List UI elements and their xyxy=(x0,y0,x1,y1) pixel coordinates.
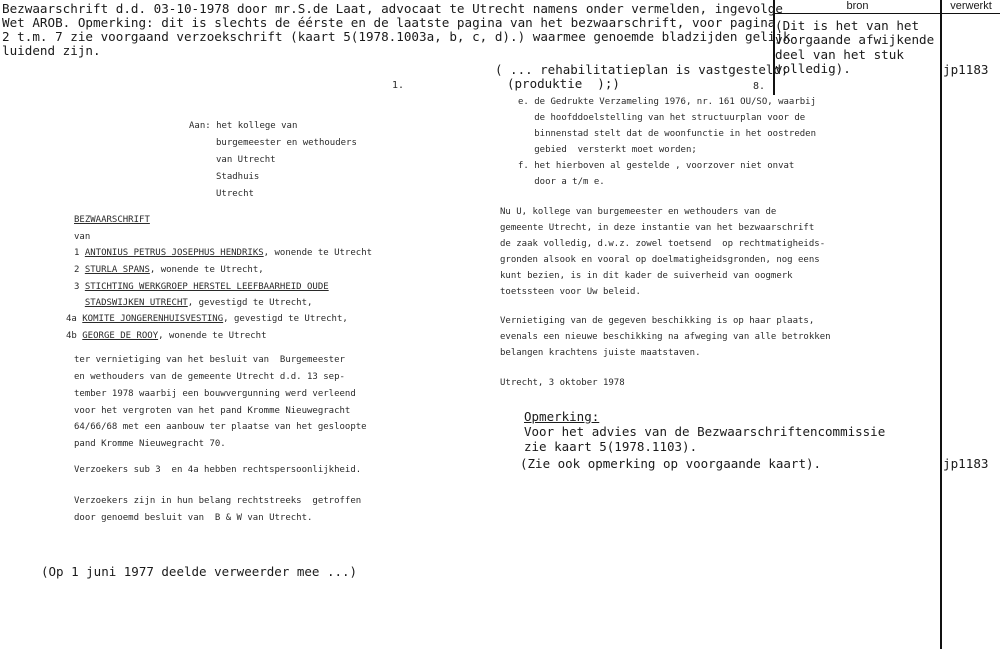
para1-line-4: gronden alsook en vooral op doelmatigheidsgronden, nog eens xyxy=(500,255,820,265)
verwerkt-column-divider xyxy=(940,0,942,649)
header-line-3: 2 t.m. 7 zie voorgaand verzoekschrift (kaart 5(1978.1003a, b, c, d).) waarmee genoemde bladzijden gelijk- xyxy=(2,29,799,44)
party-name: ANTONIUS PETRUS JOSEPHUS HENDRIKS xyxy=(84,248,264,258)
body1-line-3: tember 1978 waarbij een bouwvergunning werd verleend xyxy=(74,389,356,399)
bron-note-line-2: voorgaande afwijkende xyxy=(775,32,935,47)
party-name: GEORGE DE ROOY xyxy=(82,331,159,341)
address-line-1: Aan: het kollege van xyxy=(189,121,298,131)
page8-top-line-2: (produktie );) xyxy=(507,76,620,91)
para1-line-3: de zaak volledig, d.w.z. zowel toetsend op rechtmatigheids- xyxy=(500,239,826,249)
party-4a xyxy=(66,311,348,328)
signature-date: Utrecht, 3 oktober 1978 xyxy=(500,378,625,388)
verwerkt-entry-1: jp1183 xyxy=(943,62,989,77)
body2-line: Verzoekers sub 3 en 4a hebben rechtspersoonlijkheid. xyxy=(74,465,362,475)
page1-bottom-note: (Op 1 juni 1977 deelde verweerder mee ...) xyxy=(41,564,358,579)
para2-line-3: belangen krachtens juiste maatstaven. xyxy=(500,348,701,358)
party-number: 4a xyxy=(66,314,77,324)
body1-line-1: ter vernietiging van het besluit van Burgemeester xyxy=(74,355,345,365)
list-line-5: f. het hierboven al gestelde , voorzover niet onvat xyxy=(518,161,795,171)
note-line-3: (Zie ook opmerking op voorgaande kaart). xyxy=(520,456,822,471)
party-name: KOMITE JONGERENHUISVESTING xyxy=(82,314,224,324)
list-line-1: e. de Gedrukte Verzameling 1976, nr. 161 OU/SO, waarbij xyxy=(518,97,817,107)
party-3-continued xyxy=(74,295,312,312)
party-number: 4b xyxy=(66,331,77,341)
party-detail: , wonende te Utrecht xyxy=(263,248,373,258)
party-4b xyxy=(66,328,267,345)
party-number: 3 xyxy=(74,282,80,292)
page8-top-line-1: ( ... rehabilitatieplan is vastgesteld; xyxy=(495,62,789,77)
para1-line-5: kunt bezien, is in dit kader de suiverheid van oogmerk xyxy=(500,271,793,281)
body1-line-5: 64/66/68 met een aanbouw ter plaatse van het gesloopte xyxy=(74,422,367,432)
party-number: 1 xyxy=(74,248,80,258)
address-line-2: burgemeester en wethouders xyxy=(216,138,357,148)
party-name: STURLA SPANS xyxy=(84,265,150,275)
list-line-3: binnenstad stelt dat de woonfunctie in het oostreden xyxy=(518,129,817,139)
party-name: STICHTING WERKGROEP HERSTEL LEEFBAARHEID OUDE xyxy=(84,282,329,292)
document-title: BEZWAARSCHRIFT xyxy=(74,215,150,225)
party-number: 2 xyxy=(74,265,80,275)
van-label: van xyxy=(74,232,91,242)
para1-line-6: toetssteen voor Uw beleid. xyxy=(500,287,641,297)
body1-line-2: en wethouders van de gemeente Utrecht d.d. 13 sep- xyxy=(74,372,345,382)
address-line-4: Stadhuis xyxy=(216,172,260,182)
party-2 xyxy=(74,262,264,279)
list-line-4: gebied versterkt moet worden; xyxy=(518,145,697,155)
para1-line-2: gemeente Utrecht, in deze instantie van het bezwaarschrift xyxy=(500,223,815,233)
note-title: Opmerking: xyxy=(524,409,600,424)
party-detail: , wonende te Utrecht xyxy=(158,331,267,341)
bron-header: bron xyxy=(775,0,940,14)
bron-note-line-3: deel van het stuk xyxy=(775,47,904,62)
header-line-2: Wet AROB. Opmerking: dit is slechts de éérste en de laatste pagina van het bezwaarschrift, voor pagina xyxy=(2,15,776,30)
party-detail: , gevestigd te Utrecht, xyxy=(187,298,313,308)
party-name: STADSWIJKEN UTRECHT xyxy=(84,298,188,308)
note-line-1: Voor het advies van de Bezwaarschriftencommissie xyxy=(524,424,886,439)
para1-line-1: Nu U, kollege van burgemeester en wethouders van de xyxy=(500,207,777,217)
party-detail: , wonende te Utrecht, xyxy=(149,265,264,275)
para2-line-2: evenals een nieuwe beschikking na afweging van alle betrokken xyxy=(500,332,831,342)
body1-line-6: pand Kromme Nieuwegracht 70. xyxy=(74,439,226,449)
list-line-2: de hoofddoelstelling van het structuurplan voor de xyxy=(518,113,806,123)
bron-note-line-1: (Dit is het van het xyxy=(775,18,920,33)
header-line-4: luidend zijn. xyxy=(2,43,101,58)
body3-line-1: Verzoekers zijn in hun belang rechtstreeks getroffen xyxy=(74,496,362,506)
party-3 xyxy=(74,279,329,296)
body1-line-4: voor het vergroten van het pand Kromme Nieuwegracht xyxy=(74,406,351,416)
verwerkt-entry-2: jp1183 xyxy=(943,456,989,471)
note-line-2: zie kaart 5(1978.1103). xyxy=(524,439,698,454)
party-1 xyxy=(74,245,372,262)
address-line-5: Utrecht xyxy=(216,189,254,199)
para2-line-1: Vernietiging van de gegeven beschikking is op haar plaats, xyxy=(500,316,815,326)
header-line-1: Bezwaarschrift d.d. 03-10-1978 door mr.S.de Laat, advocaat te Utrecht namens onder vermelden, ingevolge xyxy=(2,1,783,16)
address-line-3: van Utrecht xyxy=(216,155,276,165)
page1-number: 1. xyxy=(392,80,405,91)
party-detail: , gevestigd te Utrecht, xyxy=(223,314,348,324)
list-line-6: door a t/m e. xyxy=(518,177,605,187)
verwerkt-header: verwerkt xyxy=(942,0,1000,14)
body3-line-2: door genoemd besluit van B & W van Utrecht. xyxy=(74,513,313,523)
bron-note-line-4: volledig). xyxy=(775,61,851,76)
page8-number: 8. xyxy=(753,81,766,92)
